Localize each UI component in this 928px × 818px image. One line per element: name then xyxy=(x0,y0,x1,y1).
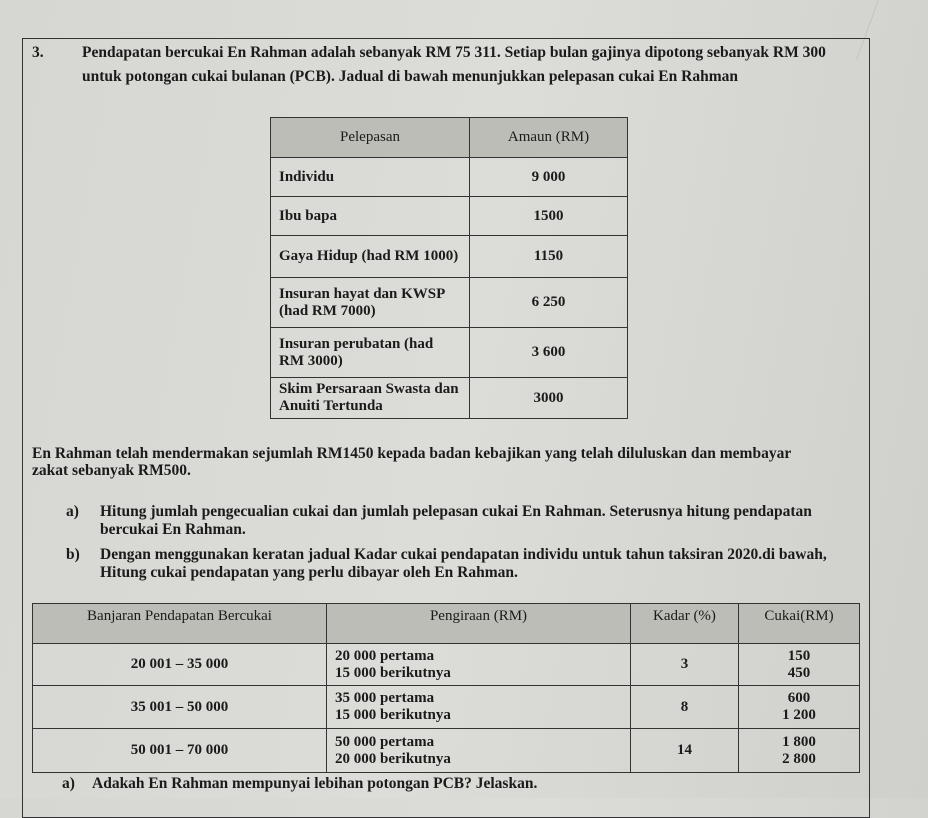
relief-item: Ibu bapa xyxy=(271,197,470,236)
tax-line: 1 800 xyxy=(782,733,816,750)
tax-line: 600 xyxy=(787,690,811,706)
next-question-label: a) xyxy=(62,775,75,792)
tax-rate-table xyxy=(32,603,860,773)
calc-line: 35 000 pertama xyxy=(335,690,435,706)
relief-table xyxy=(270,117,628,419)
calc-cell xyxy=(327,686,631,729)
tax-cell xyxy=(739,729,860,773)
tax-cell xyxy=(739,686,860,729)
range-cell: 50 001 – 70 000 xyxy=(33,729,327,773)
tax-cell xyxy=(739,644,860,686)
table-row xyxy=(33,644,860,686)
table-row xyxy=(271,278,628,328)
part-a-line-2: bercukai En Rahman. xyxy=(100,521,246,538)
header-amaun: Amaun (RM) xyxy=(470,118,628,158)
table-row xyxy=(33,729,860,773)
part-b-label: b) xyxy=(66,546,80,563)
relief-amount: 1150 xyxy=(470,236,628,278)
relief-amount: 3 600 xyxy=(470,328,628,378)
calc-line: 50 000 pertama xyxy=(335,733,435,750)
table-row xyxy=(271,378,628,419)
rate-cell: 3 xyxy=(631,644,739,686)
relief-item: Skim Persaraan Swasta dan Anuiti Tertunda xyxy=(271,378,470,419)
header-pelepasan: Pelepasan xyxy=(271,118,470,158)
part-a-line-1: Hitung jumlah pengecualian cukai dan jumlah pelepasan cukai En Rahman. Seterusnya hitung pendapatan xyxy=(100,503,812,520)
table-row xyxy=(271,158,628,197)
table-row xyxy=(271,328,628,378)
question-line-1: Pendapatan bercukai En Rahman adalah sebanyak RM 75 311. Setiap bulan gajinya dipotong sebanyak RM 300 xyxy=(82,44,826,61)
calc-line: 15 000 berikutnya xyxy=(335,707,451,723)
rate-cell: 8 xyxy=(631,686,739,729)
header-banjaran: Banjaran Pendapatan Bercukai xyxy=(33,604,327,644)
tax-line: 2 800 xyxy=(782,750,816,767)
para-line-2: zakat sebanyak RM500. xyxy=(32,462,191,479)
table-row xyxy=(271,236,628,278)
relief-item: Individu xyxy=(271,158,470,197)
relief-amount: 1500 xyxy=(470,197,628,236)
tax-line: 150 xyxy=(787,647,811,664)
header-pengiraan: Pengiraan (RM) xyxy=(327,604,631,644)
relief-amount: 3000 xyxy=(470,378,628,419)
calc-line: 15 000 berikutnya xyxy=(335,664,451,681)
rate-cell: 14 xyxy=(631,729,739,773)
calc-line: 20 000 berikutnya xyxy=(335,750,451,767)
tax-line: 450 xyxy=(787,664,811,681)
question-number: 3. xyxy=(32,44,44,61)
range-cell: 20 001 – 35 000 xyxy=(33,644,327,686)
calc-cell xyxy=(327,644,631,686)
next-question-text: Adakah En Rahman mempunyai lebihan potongan PCB? Jelaskan. xyxy=(92,775,538,792)
range-cell: 35 001 – 50 000 xyxy=(33,686,327,729)
table-row xyxy=(33,686,860,729)
header-cukai: Cukai(RM) xyxy=(739,604,860,644)
part-b-line-2: Hitung cukai pendapatan yang perlu dibayar oleh En Rahman. xyxy=(100,564,518,581)
header-kadar: Kadar (%) xyxy=(631,604,739,644)
question-line-2: untuk potongan cukai bulanan (PCB). Jadual di bawah menunjukkan pelepasan cukai En Rahman xyxy=(82,68,738,85)
part-a-label: a) xyxy=(66,503,79,520)
table-row xyxy=(271,197,628,236)
relief-item: Insuran perubatan (had RM 3000) xyxy=(271,328,470,378)
calc-cell xyxy=(327,729,631,773)
relief-amount: 6 250 xyxy=(470,278,628,328)
tax-line: 1 200 xyxy=(782,707,816,723)
para-line-1: En Rahman telah mendermakan sejumlah RM1450 kepada badan kebajikan yang telah diluluskan dan membayar xyxy=(32,445,792,462)
relief-amount: 9 000 xyxy=(470,158,628,197)
relief-item: Gaya Hidup (had RM 1000) xyxy=(271,236,470,278)
part-b-line-1: Dengan menggunakan keratan jadual Kadar cukai pendapatan individu untuk tahun taksiran 2020.di bawah, xyxy=(100,546,827,563)
calc-line: 20 000 pertama xyxy=(335,647,435,664)
relief-item: Insuran hayat dan KWSP (had RM 7000) xyxy=(271,278,470,328)
